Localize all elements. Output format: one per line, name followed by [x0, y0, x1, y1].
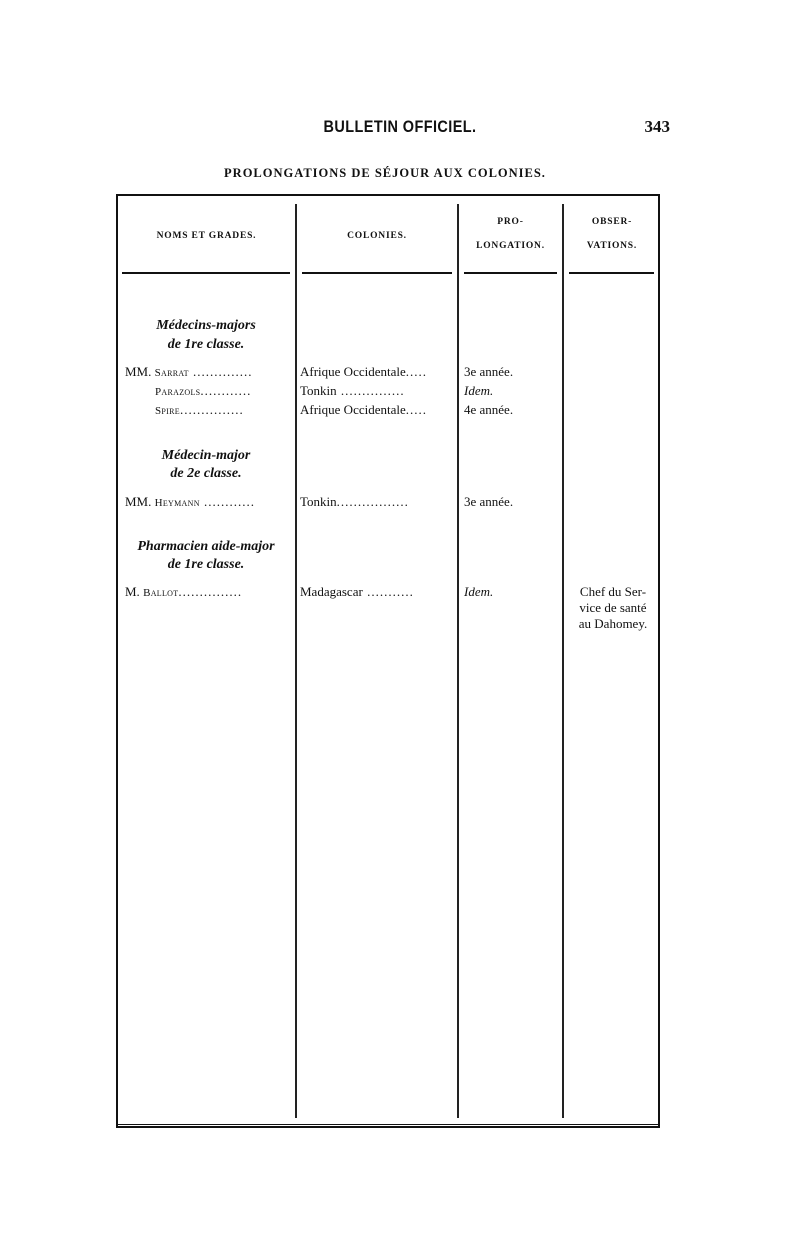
prolongation-value: Idem.	[464, 383, 494, 398]
observation-line: vice de santé	[579, 600, 647, 615]
section-subheading: de 1re classe.	[167, 557, 245, 572]
observation-line: Chef du Ser-	[579, 584, 647, 599]
column-header-observations-1: OBSER-	[591, 217, 633, 227]
section-subheading: de 1re classe.	[167, 337, 245, 352]
leader-dots: ............	[200, 383, 252, 398]
leader-dots: .....	[405, 364, 428, 379]
officer-name: Heymann	[154, 497, 200, 509]
colony-name: Afrique Occidentale	[300, 364, 406, 379]
header-rule-observations	[569, 272, 654, 274]
leader-dots: .................	[336, 494, 409, 509]
page-number: 343	[644, 117, 670, 136]
section-heading: Pharmacien aide-major	[137, 539, 275, 554]
colony-name: Madagascar	[300, 584, 363, 599]
column-header-prolongation-2: LONGATION.	[476, 241, 545, 251]
colony-name: Afrique Occidentale	[300, 402, 406, 417]
column-header-prolongation-1: PRO-	[497, 217, 524, 227]
officer-name: Spire	[155, 405, 180, 417]
section-heading: Médecins-majors	[156, 318, 256, 333]
leader-dots: .....	[405, 402, 428, 417]
colony-name: Tonkin	[300, 383, 337, 398]
header-rule-noms	[122, 272, 290, 274]
section-subheading: de 2e classe.	[170, 466, 242, 481]
column-divider-1	[295, 204, 297, 1118]
officer-name: Parazols	[155, 386, 201, 398]
observation-note	[565, 584, 661, 632]
header-rule-prolongation	[464, 272, 557, 274]
prolongation-value: Idem.	[464, 584, 494, 599]
name-prefix: MM.	[125, 364, 152, 379]
prolongation-value: 3e année.	[464, 364, 514, 379]
name-prefix: M.	[125, 584, 140, 599]
officer-name: Ballot	[143, 587, 179, 599]
leader-dots: ...............	[179, 402, 244, 417]
leader-dots: ..............	[188, 364, 253, 379]
column-divider-3	[562, 204, 564, 1118]
column-header-noms: NOMS ET GRADES.	[156, 231, 257, 241]
column-divider-2	[457, 204, 459, 1118]
header-rule-colonies	[302, 272, 452, 274]
name-prefix: MM.	[125, 494, 152, 509]
officer-name: Sarrat	[154, 367, 189, 379]
leader-dots: ...............	[336, 383, 405, 398]
colony-name: Tonkin	[300, 494, 337, 509]
column-header-observations-2: VATIONS.	[586, 241, 638, 251]
prolongation-value: 3e année.	[464, 494, 514, 509]
column-header-colonies: COLONIES.	[347, 231, 407, 241]
section-heading: Médecin-major	[161, 448, 251, 463]
bulletin-title: BULLETIN OFFICIEL.	[323, 117, 477, 136]
table-bottom-rule	[116, 1124, 660, 1125]
observation-line: au Dahomey.	[578, 616, 648, 631]
leader-dots: ...............	[178, 584, 243, 599]
prolongation-value: 4e année.	[464, 402, 514, 417]
leader-dots: ...........	[362, 584, 414, 599]
table-title: PROLONGATIONS DE SÉJOUR AUX COLONIES.	[224, 166, 546, 180]
leader-dots: ............	[199, 494, 256, 509]
